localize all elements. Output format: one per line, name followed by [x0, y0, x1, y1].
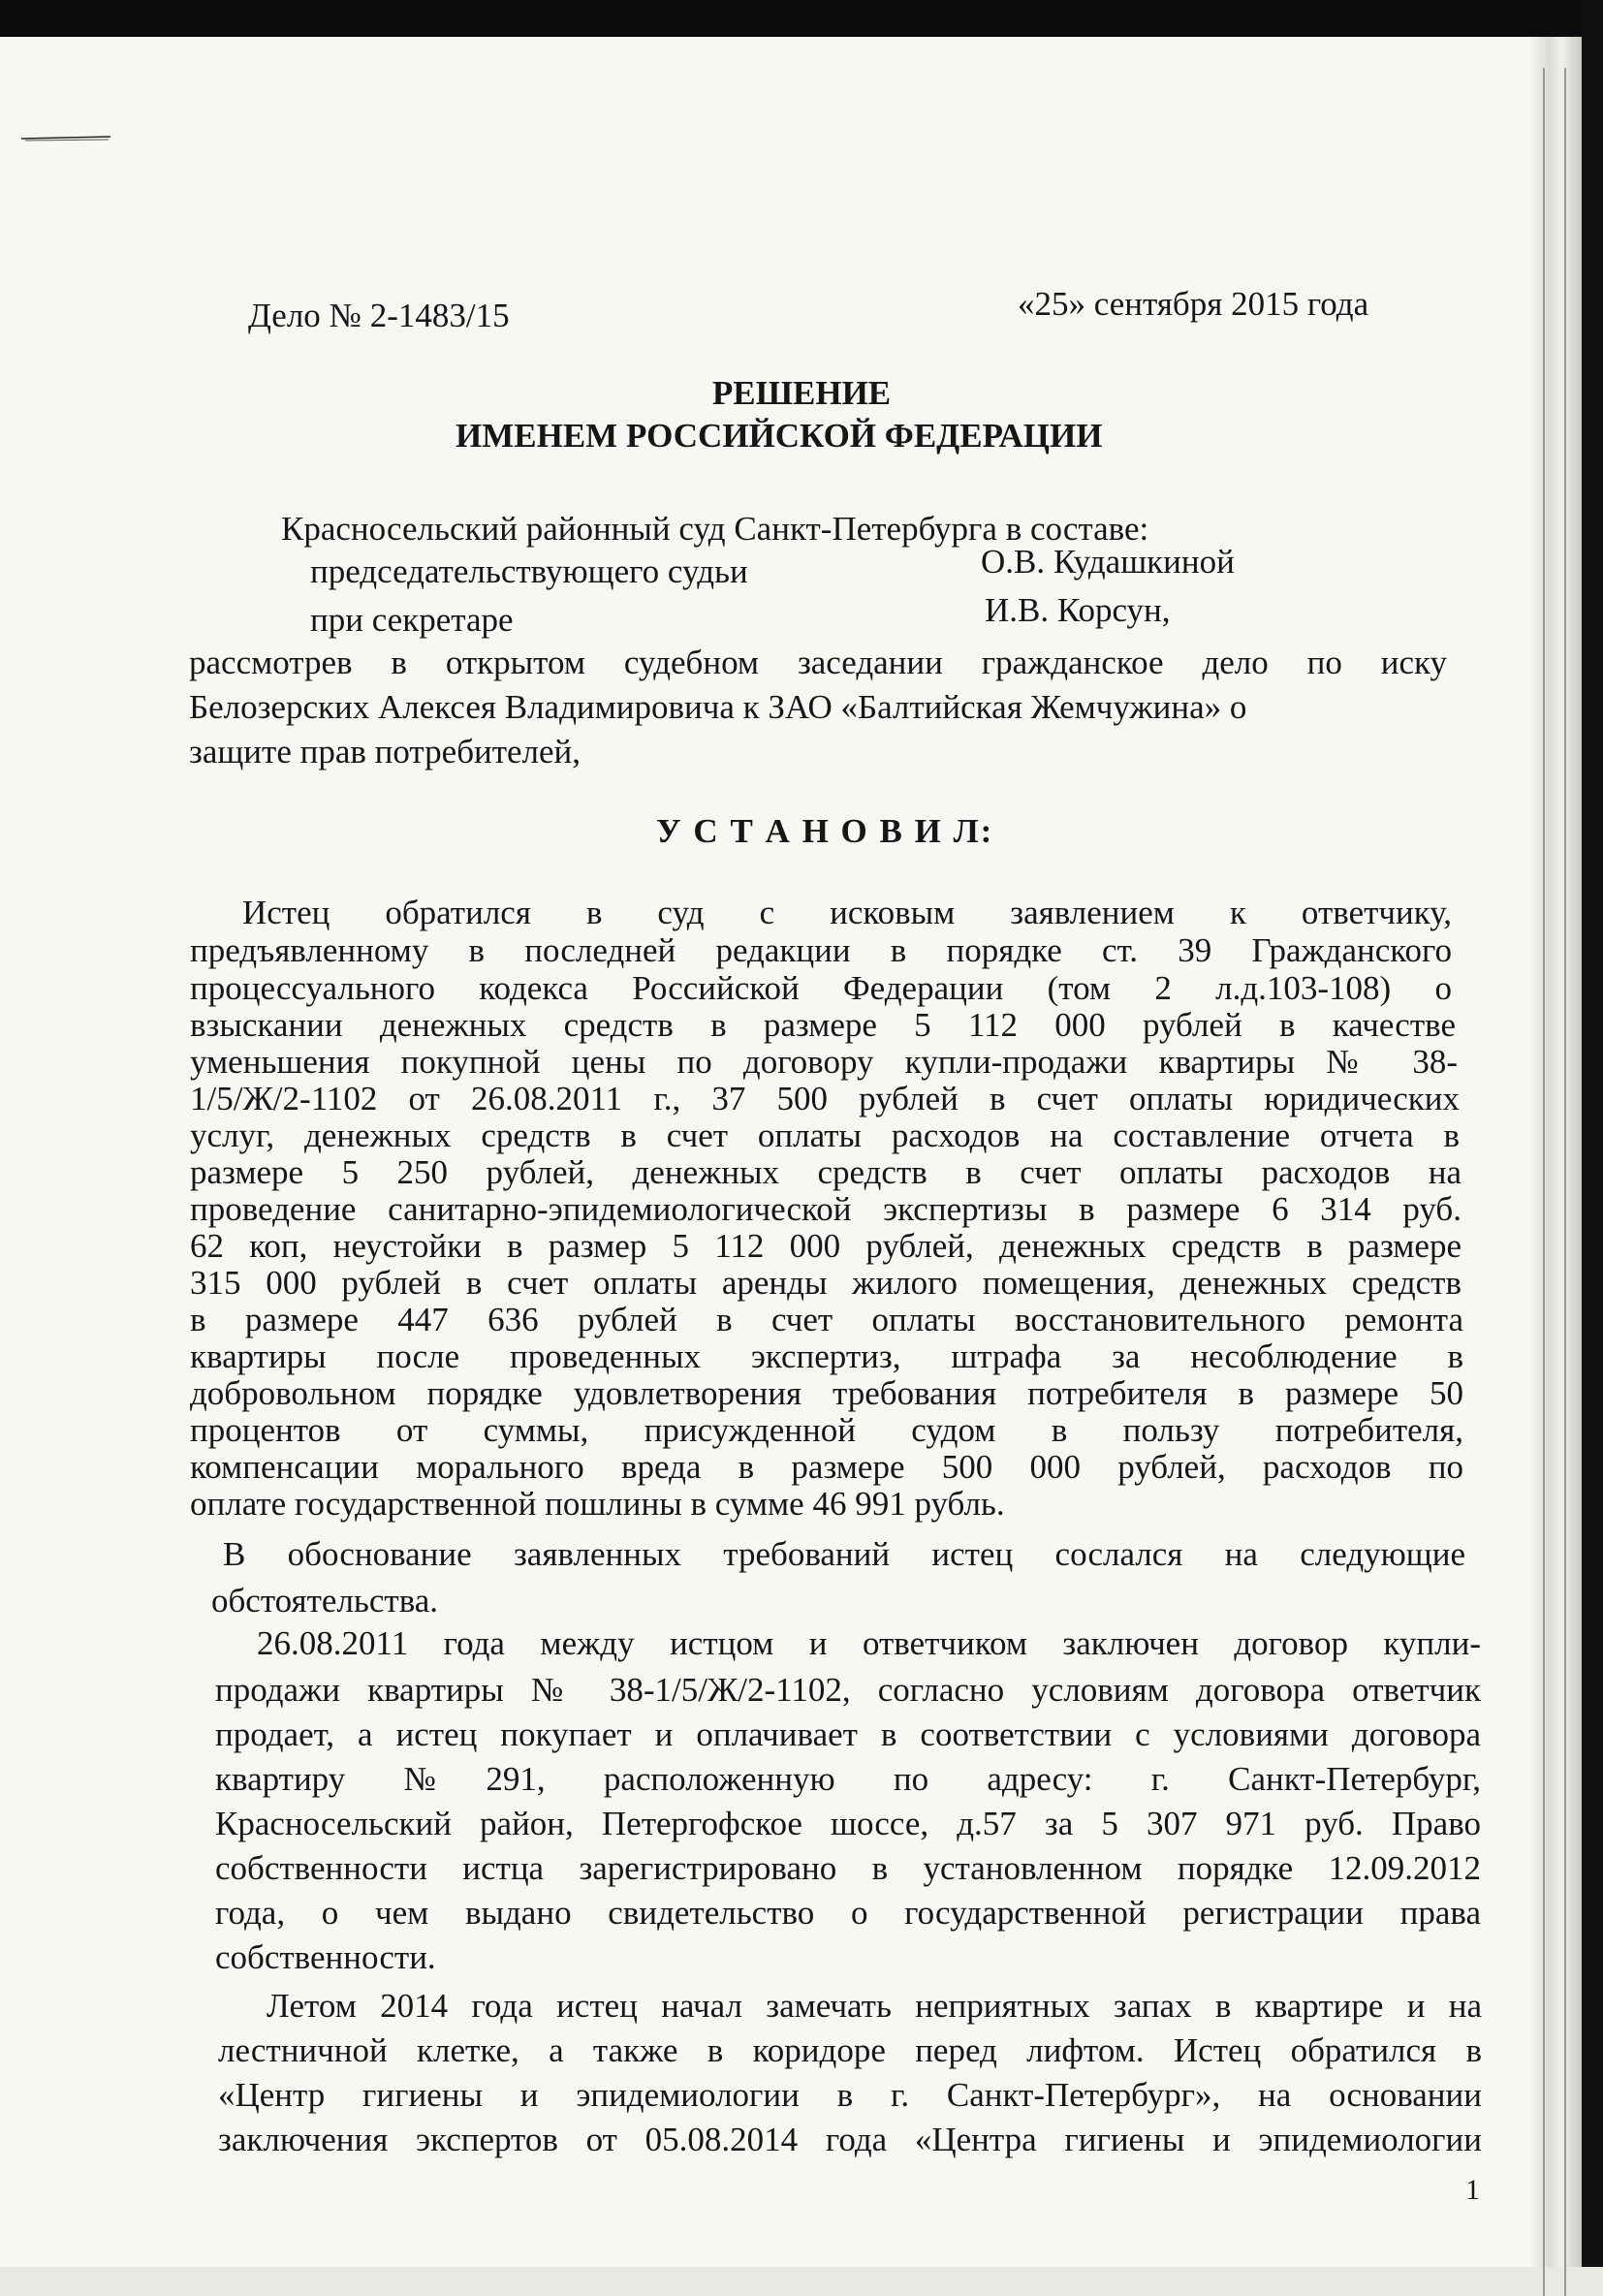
paragraph-line: добровольном порядке удовлетворения требования потребителя в размере 50: [190, 1374, 1463, 1412]
paragraph-line: оплате государственной пошлины в сумме 46 991 рубль.: [190, 1485, 1005, 1523]
paragraph-line: услуг, денежных средств в счет оплаты расходов на составление отчета в: [190, 1117, 1460, 1154]
document-subtitle: ИМЕНЕМ РОССИЙСКОЙ ФЕДЕРАЦИИ: [456, 417, 1103, 455]
page-number: 1: [1465, 2174, 1480, 2206]
paragraph-line: компенсации морального вреда в размере 500 000 рублей, расходов по: [190, 1448, 1463, 1486]
intro-line: защите прав потребителей,: [189, 733, 581, 771]
paragraph-line: лестничной клетке, а также в коридоре перед лифтом. Истец обратился в: [218, 2031, 1482, 2069]
paragraph-line: заключения экспертов от 05.08.2014 года «Центра гигиены и эпидемиологии: [218, 2121, 1482, 2158]
paragraph-line: Истец обратился в суд с исковым заявлением к ответчику,: [242, 894, 1452, 931]
scan-border-right: [1582, 0, 1603, 2267]
secretary-name: И.В. Корсун,: [985, 591, 1171, 629]
paragraph-line: в размере 447 636 рублей в счет оплаты восстановительного ремонта: [190, 1301, 1463, 1338]
paragraph-line: Красносельский район, Петергофское шоссе, д.57 за 5 307 971 руб. Право: [215, 1805, 1481, 1842]
judge-name: О.В. Кудашкиной: [981, 543, 1235, 581]
section-heading: У С Т А Н О В И Л:: [656, 812, 994, 850]
secretary-role: при секретаре: [310, 601, 514, 639]
paragraph-line: квартиру №291, расположенную по адресу: г. Санкт-Петербург,: [215, 1760, 1481, 1798]
paragraph-line: продает, а истец покупает и оплачивает в соответствии с условиями договора: [215, 1715, 1481, 1753]
paragraph-line: «Центр гигиены и эпидемиологии в г. Санкт-Петербург», на основании: [218, 2076, 1482, 2114]
paragraph-line: Летом 2014 года истец начал замечать неприятных запах в квартире и на: [267, 1987, 1482, 2025]
paragraph-line: проведение санитарно-эпидемиологической экспертизы в размере 6 314 руб.: [190, 1190, 1462, 1228]
paragraph-line: квартиры после проведенных экспертиз, штрафа за несоблюдение в: [190, 1337, 1463, 1375]
judge-role: председательствующего судьи: [310, 552, 748, 590]
paragraph-line: размере 5 250 рублей, денежных средств в счет оплаты расходов на: [190, 1153, 1462, 1191]
paragraph-line: обстоятельства.: [211, 1582, 439, 1620]
paragraph-line: процессуального кодекса Российской Федерации (том 2 л.д.103-108) о: [190, 969, 1452, 1007]
scan-border-top: [0, 0, 1603, 37]
paragraph-line: предъявленному в последней редакции в порядке ст. 39 Гражданского: [190, 931, 1452, 969]
paragraph-line: продажи квартиры № 38-1/5/Ж/2-1102, согласно условиям договора ответчик: [215, 1671, 1481, 1709]
page-edge-shadow: [1531, 29, 1582, 2267]
intro-line: Белозерских Алексея Владимировича к ЗАО «Балтийская Жемчужина» о: [189, 688, 1247, 726]
intro-line: рассмотрев в открытом судебном заседании гражданское дело по иску: [189, 644, 1447, 681]
paragraph-line: 26.08.2011 года между истцом и ответчиком заключен договор купли-: [257, 1624, 1481, 1662]
paragraph-line: 1/5/Ж/2-1102 от 26.08.2011 г., 37 500 рублей в счет оплаты юридических: [190, 1080, 1460, 1117]
paragraph-line: уменьшения покупной цены по договору купли-продажи квартиры № 38-: [190, 1043, 1458, 1081]
paragraph-line: В обоснование заявленных требований истец сослался на следующие: [223, 1535, 1465, 1573]
case-number: Дело № 2-1483/15: [248, 297, 510, 334]
paragraph-line: собственности.: [215, 1938, 436, 1976]
paragraph-line: процентов от суммы, присужденной судом в пользу потребителя,: [190, 1411, 1463, 1449]
paragraph-line: взыскании денежных средств в размере 5 112 000 рублей в качестве: [190, 1006, 1456, 1044]
pen-mark-icon: [21, 134, 114, 142]
paragraph-line: собственности истца зарегистрировано в установленном порядке 12.09.2012: [215, 1849, 1481, 1887]
decision-date: «25» сентября 2015 года: [1018, 285, 1369, 323]
document-title: РЕШЕНИЕ: [711, 374, 892, 412]
paragraph-line: 62 коп, неустойки в размер 5 112 000 рублей, денежных средств в размере: [190, 1227, 1462, 1265]
paragraph-line: 315 000 рублей в счет оплаты аренды жилого помещения, денежных средств: [190, 1264, 1462, 1302]
paragraph-line: года, о чем выдано свидетельство о государственной регистрации права: [215, 1894, 1481, 1932]
court-composition: Красносельский районный суд Санкт-Петербурга в составе:: [281, 510, 1149, 548]
